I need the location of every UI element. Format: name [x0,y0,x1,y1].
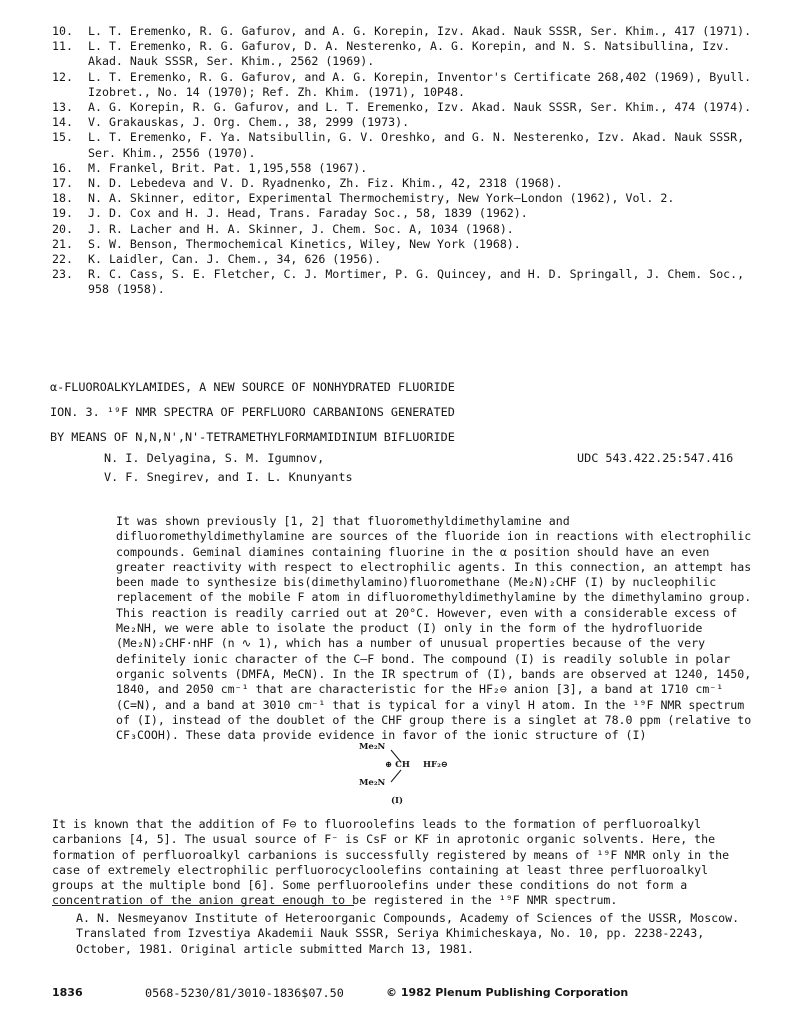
reference-number: 10. [52,24,73,38]
reference-item [52,130,752,160]
reference-number: 16. [52,160,73,175]
reference-text: A. G. Korepin, R. G. Gafurov, and L. T. Eremenko, Izv. Akad. Nauk SSSR, Ser. Khim., 474 (1974). [88,100,752,115]
paragraph-2-text: It is known that the addition of F⊖ to fluoroolefins leads to the formation of perfluoroalkyl carbanions [4, 5]. The usual source of F⁻ is CsF or KF in aprotonic organic solvents. Here, the formation of perfluoroalkyl carbanions is successfully registered by means of ¹⁹F NMR only in the case of extremely electrophilic perfluorocycloolefins containing at least three perfluoroalkyl groups at the multiple bond [6]. Some perfluoroolefins under these conditions do not form a concentration of the anion great enough to be registered in the ¹⁹F NMR spectrum. [52,817,730,908]
reference-item [52,100,752,115]
reference-item [52,161,752,176]
reference-item [52,70,752,100]
top-dimethylamino: Me₂N [359,742,386,752]
reference-item [52,206,752,221]
body-paragraph-2 [52,817,756,909]
body-paragraph-1 [52,514,756,743]
reference-item [52,176,752,191]
reference-item [52,191,752,206]
reference-number: 19. [52,206,73,221]
reference-text: L. T. Eremenko, F. Ya. Natsibullin, G. V. Oreshko, and G. N. Nesterenko, Izv. Akad. Nauk SSSR, Ser. Khim., 2556 (1970). [88,130,745,160]
reference-text: L. T. Eremenko, R. G. Gafurov, and A. G. Korepin, Inventor's Certificate 268,402 (1969), Byull. Izobret., No. 14 (1970); Ref. Zh. Khim. (1971), 10P48. [88,69,752,99]
bifluoride-anion: HF₂⊖ [423,760,448,770]
copyright-notice: © 1982 Plenum Publishing Corporation [386,986,629,999]
carbocation-center: ⊕ CH [385,760,410,770]
title-line-1: α-FLUOROALKYLAMIDES, A NEW SOURCE OF NONHYDRATED FLUORIDE [50,380,455,394]
footnote-divider [52,905,354,906]
reference-text: L. T. Eremenko, R. G. Gafurov, and A. G. Korepin, Izv. Akad. Nauk SSSR, Ser. Khim., 417 (1971). [88,24,752,38]
page-number: 1836 [52,986,83,999]
reference-number: 14. [52,115,73,130]
structure-label: (I) [391,796,404,806]
reference-item [52,39,752,69]
reference-number: 21. [52,236,73,251]
authors [104,449,353,487]
article-title [50,375,770,450]
reference-text: K. Laidler, Can. J. Chem., 34, 626 (1956). [88,252,382,267]
paragraph-1-text: It was shown previously [1, 2] that fluoromethyldimethylamine and difluoromethyldimethylamine are sources of the fluoride ion in reactions with electrophilic compounds. Geminal diamines containing fluorine in the α position should have an even greater reactivity with respect to electrophilic agents. In this connection, an attempt has been made to synthesize bis(dimethylamino)fluoromethane (Me₂N)₂CHF (I) by nucleophilic replacement of the mobile F atom in difluoromethyldimethylamine by the dimethylamino group. This reaction is readily carried out at 20°C. However, even with a considerable excess of Me₂NH, we were able to isolate the product (I) only in the form of the hydrofluoride (Me₂N)₂CHF·nHF (n ∿ 1), which has a number of unusual properties because of the very definitely ionic character of the C—F bond. The compound (I) is readily soluble in polar organic solvents (DMFA, MeCN). In the IR spectrum of (I), bands are observed at 1240, 1450, 1840, and 2050 cm⁻¹ that are characteristic for the HF₂⊖ anion [3], a band at 1710 cm⁻¹ (C=N), and a band at 3010 cm⁻¹ that is typical for a vinyl H atom. In the ¹⁹F NMR spectrum of (I), instead of the doublet of the CHF group there is a singlet at 78.0 ppm (relative to CF₃COOH). These data provide evidence in favor of the ionic structure of (I) [116,514,752,743]
footnote [52,911,756,957]
reference-number: 17. [52,176,73,191]
reference-number: 18. [52,191,73,206]
reference-number: 20. [52,221,73,236]
reference-item [52,237,752,252]
chemical-structure [355,740,465,808]
reference-text: J. D. Cox and H. J. Head, Trans. Faraday Soc., 58, 1839 (1962). [88,206,528,221]
reference-item [52,115,752,130]
reference-number: 22. [52,252,73,267]
reference-text: M. Frankel, Brit. Pat. 1,195,558 (1967). [88,160,368,175]
authors-line-2: V. F. Snegirev, and I. L. Knunyants [104,470,353,484]
title-line-2: ION. 3. ¹⁹F NMR SPECTRA OF PERFLUORO CARBANIONS GENERATED [50,405,455,419]
reference-number: 11. [52,39,73,54]
reference-text: L. T. Eremenko, R. G. Gafurov, D. A. Nesterenko, A. G. Korepin, and N. S. Natsibullina, Izv. Akad. Nauk SSSR, Ser. Khim., 2562 (1969). [88,39,731,69]
reference-text: N. D. Lebedeva and V. D. Ryadnenko, Zh. Fiz. Khim., 42, 2318 (1968). [88,176,563,191]
reference-item [52,24,752,39]
reference-text: V. Grakauskas, J. Org. Chem., 38, 2999 (1973). [88,115,410,130]
authors-line-1: N. I. Delyagina, S. M. Igumnov, [104,451,325,465]
reference-item [52,267,752,297]
udc-code: UDC 543.422.25:547.416 [577,451,734,465]
reference-number: 15. [52,130,73,145]
reference-text: N. A. Skinner, editor, Experimental Thermochemistry, New York—London (1962), Vol. 2. [88,191,675,206]
price-code: 0568-5230/81/3010-1836$07.50 [145,986,344,1000]
bottom-dimethylamino: Me₂N [359,778,386,788]
footnote-text: A. N. Nesmeyanov Institute of Heteroorganic Compounds, Academy of Sciences of the USSR, Moscow. Translated from Izvestiya Akademii Nauk SSSR, Seriya Khimicheskaya, No. 10, pp. 2238-2243, October, 1981. Original article submitted March 13, 1981. [76,911,740,956]
reference-text: J. R. Lacher and H. A. Skinner, J. Chem. Soc. A, 1034 (1968). [88,221,514,236]
reference-number: 12. [52,69,73,84]
reference-item [52,252,752,267]
reference-list [52,24,752,298]
reference-number: 23. [52,267,73,282]
title-line-3: BY MEANS OF N,N,N',N'-TETRAMETHYLFORMAMIDINIUM BIFLUORIDE [50,430,455,444]
reference-text: R. C. Cass, S. E. Fletcher, C. J. Mortimer, P. G. Quincey, and H. D. Springall, J. Chem. Soc., 958 (1958). [88,267,745,297]
reference-text: S. W. Benson, Thermochemical Kinetics, Wiley, New York (1968). [88,236,521,251]
reference-item [52,222,752,237]
reference-number: 13. [52,100,73,115]
